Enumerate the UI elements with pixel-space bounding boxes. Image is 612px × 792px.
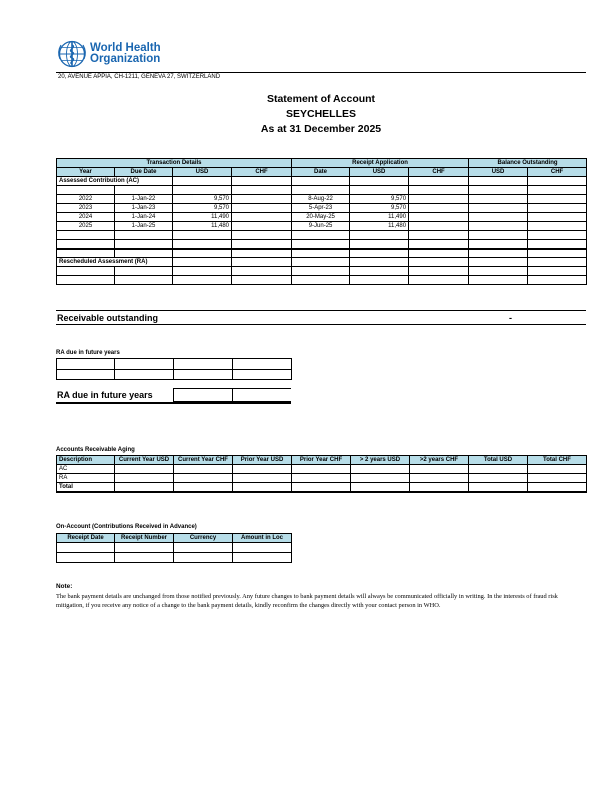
table-row <box>57 249 587 258</box>
cell-balance-chf <box>528 222 587 231</box>
section-row-ra <box>57 258 587 267</box>
group-header-row <box>57 159 587 168</box>
aging-col-description: Description <box>57 456 115 465</box>
cell-receipt-chf <box>409 195 469 204</box>
cell-receipt-usd: 11,490 <box>350 213 409 222</box>
aging-row-label: Total <box>57 483 115 492</box>
receivable-bottom-rule <box>56 324 586 325</box>
note <box>56 582 586 611</box>
on-account-col-currency: Currency <box>174 534 233 543</box>
cell-balance-usd <box>469 213 528 222</box>
cell-receipt-usd: 9,570 <box>350 204 409 213</box>
col-receipt-usd: USD <box>350 168 409 177</box>
cell-tx-usd: 11,480 <box>173 222 232 231</box>
col-receipt-date: Date <box>292 168 350 177</box>
cell-due-date: 1-Jan-24 <box>115 213 173 222</box>
on-account-table <box>56 533 292 563</box>
cell-receipt-date: 8-Aug-22 <box>292 195 350 204</box>
table-row <box>57 483 587 492</box>
col-balance-chf: CHF <box>528 168 587 177</box>
cell-receipt-chf <box>409 204 469 213</box>
section-label-ra: Rescheduled Assessment (RA) <box>57 258 173 267</box>
ra-future-title: RA due in future years <box>56 350 120 356</box>
group-header-transaction: Transaction Details <box>57 159 292 168</box>
cell-year: 2024 <box>57 213 115 222</box>
cell-tx-chf <box>232 204 292 213</box>
org-name <box>90 43 161 65</box>
table-row <box>57 195 587 204</box>
aging-col-total-usd: Total USD <box>469 456 528 465</box>
statement-date: As at 31 December 2025 <box>260 123 382 135</box>
column-header-row <box>57 168 587 177</box>
table-row <box>57 465 587 474</box>
cell-receipt-usd: 11,480 <box>350 222 409 231</box>
group-header-balance: Balance Outstanding <box>469 159 587 168</box>
ra-future-total-rule <box>56 402 291 404</box>
cell-receipt-chf <box>409 222 469 231</box>
on-account-header-row <box>57 534 292 543</box>
col-balance-usd: USD <box>469 168 528 177</box>
cell-balance-usd <box>469 204 528 213</box>
table-row <box>57 543 292 553</box>
table-row <box>57 213 587 222</box>
header-rule <box>56 72 586 73</box>
ra-future-table <box>56 358 292 380</box>
cell-receipt-usd: 9,570 <box>350 195 409 204</box>
who-emblem-icon <box>56 38 88 70</box>
table-row <box>57 204 587 213</box>
aging-col-prior-chf: Prior Year CHF <box>292 456 351 465</box>
table-row <box>57 231 587 240</box>
cell-receipt-date: 9-Jun-25 <box>292 222 350 231</box>
receivable-top-rule <box>56 310 586 311</box>
aging-col-total-chf: Total CHF <box>528 456 587 465</box>
group-header-receipt: Receipt Application <box>292 159 469 168</box>
aging-title: Accounts Receivable Aging <box>56 447 135 453</box>
col-receipt-chf: CHF <box>409 168 469 177</box>
section-row-ac <box>57 177 587 186</box>
on-account-col-amount: Amount in Loc <box>233 534 292 543</box>
cell-tx-usd: 9,570 <box>173 204 232 213</box>
table-row <box>57 370 292 380</box>
cell-due-date: 1-Jan-22 <box>115 195 173 204</box>
statement-table <box>56 158 587 285</box>
receivable-value: - <box>509 313 512 323</box>
cell-tx-chf <box>232 222 292 231</box>
on-account-col-receipt-number: Receipt Number <box>115 534 174 543</box>
aging-col-over2-chf: >2 years CHF <box>410 456 469 465</box>
cell-tx-chf <box>232 213 292 222</box>
aging-col-prior-usd: Prior Year USD <box>233 456 292 465</box>
aging-col-current-usd: Current Year USD <box>115 456 174 465</box>
note-label: Note: <box>56 583 73 590</box>
aging-table <box>56 455 587 493</box>
col-tx-usd: USD <box>173 168 232 177</box>
aging-row-label: RA <box>57 474 115 483</box>
table-row <box>57 267 587 276</box>
table-row <box>57 553 292 563</box>
table-row <box>57 276 587 285</box>
statement-title: Statement of Account <box>266 93 376 105</box>
cell-tx-usd: 9,570 <box>173 195 232 204</box>
col-due-date: Due Date <box>115 168 173 177</box>
cell-receipt-chf <box>409 213 469 222</box>
org-name-line1: World Health <box>90 42 161 54</box>
cell-balance-chf <box>528 213 587 222</box>
table-row <box>56 389 291 402</box>
cell-due-date: 1-Jan-23 <box>115 204 173 213</box>
cell-balance-chf <box>528 204 587 213</box>
aging-header-row <box>57 456 587 465</box>
cell-year: 2025 <box>57 222 115 231</box>
table-row <box>57 474 587 483</box>
cell-balance-usd <box>469 195 528 204</box>
note-text: The bank payment details are unchanged from those notified previously. Any future changes to bank payment details will always be communicated officially in writing. In the interests of fraud risk mitigation, if you receive any notice of a change to the bank payment details, kindly reconfirm the changes directly with your contact person in WHO. <box>56 592 558 609</box>
aging-row-label: AC <box>57 465 115 474</box>
ra-future-total-table <box>56 388 291 402</box>
cell-year: 2022 <box>57 195 115 204</box>
col-year: Year <box>57 168 115 177</box>
aging-col-current-chf: Current Year CHF <box>174 456 233 465</box>
table-row <box>57 240 587 249</box>
section-label-ac: Assessed Contribution (AC) <box>57 177 173 186</box>
cell-receipt-date: 20-May-25 <box>292 213 350 222</box>
cell-balance-chf <box>528 195 587 204</box>
table-row <box>57 186 587 195</box>
cell-tx-usd: 11,490 <box>173 213 232 222</box>
table-row <box>57 222 587 231</box>
cell-tx-chf <box>232 195 292 204</box>
ra-future-total-label: RA due in future years <box>57 390 153 400</box>
country-name: SEYCHELLES <box>285 108 356 120</box>
org-address: 20, AVENUE APPIA, CH-1211, GENEVA 27, SWITZERLAND <box>58 74 221 80</box>
cell-receipt-date: 5-Apr-23 <box>292 204 350 213</box>
cell-year: 2023 <box>57 204 115 213</box>
receivable-label: Receivable outstanding <box>57 313 159 323</box>
cell-balance-usd <box>469 222 528 231</box>
on-account-col-receipt-date: Receipt Date <box>57 534 115 543</box>
who-logo <box>56 38 176 70</box>
cell-due-date: 1-Jan-25 <box>115 222 173 231</box>
aging-col-over2-usd: > 2 years USD <box>351 456 410 465</box>
on-account-title: On-Account (Contributions Received in Advance) <box>56 524 197 530</box>
col-tx-chf: CHF <box>232 168 292 177</box>
table-row <box>57 359 292 370</box>
org-name-line2: Organization <box>90 53 161 65</box>
